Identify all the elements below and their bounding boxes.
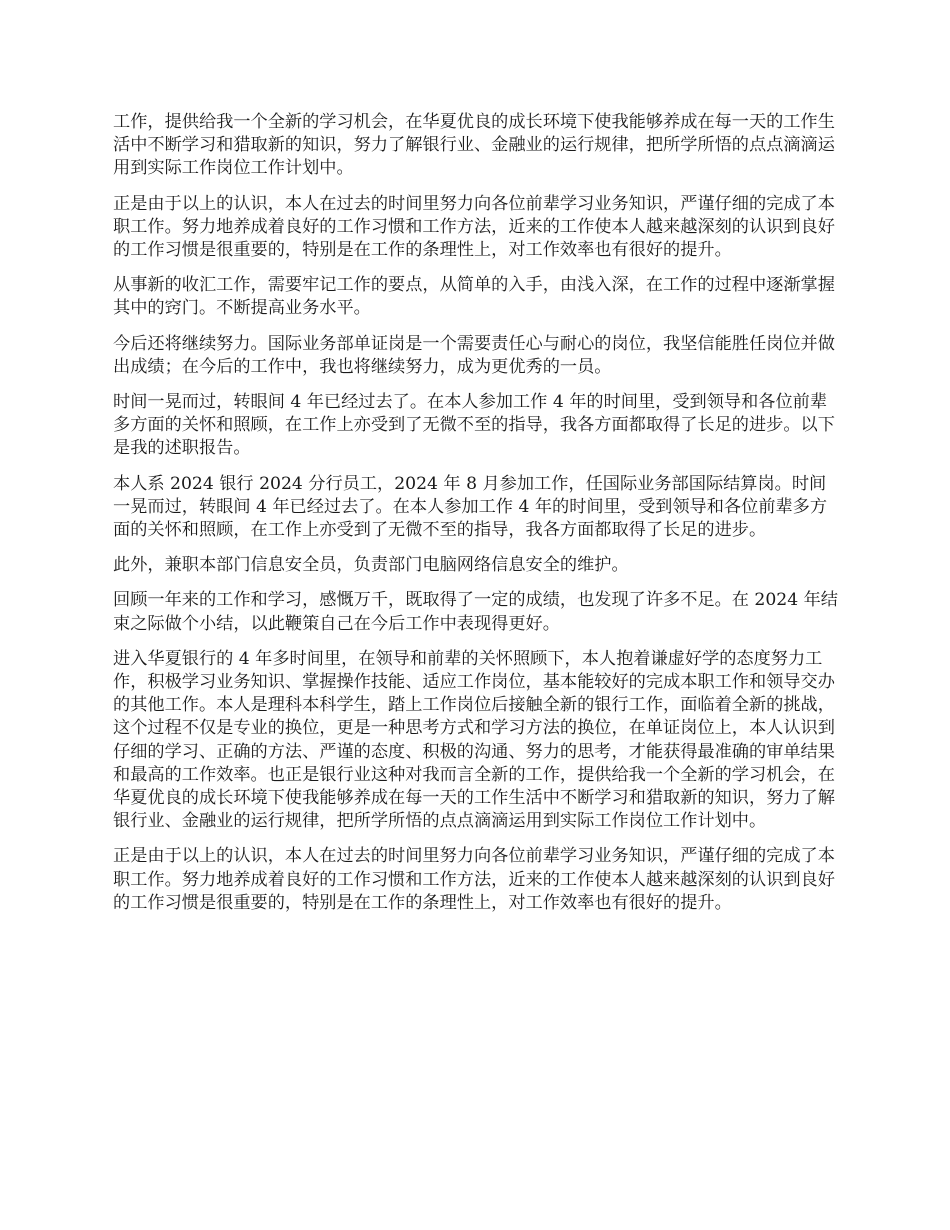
paragraph: 工作，提供给我一个全新的学习机会，在华夏优良的成长环境下使我能够养成在每一天的工作生活中不断学习和猎取新的知识，努力了解银行业、金融业的运行规律，把所学所悟的点点滴滴运用到实际工作岗位工作计划中。 (113, 112, 835, 179)
paragraph: 今后还将继续努力。国际业务部单证岗是一个需要责任心与耐心的岗位，我坚信能胜任岗位并做出成绩；在今后的工作中，我也将继续努力，成为更优秀的一员。 (113, 333, 835, 377)
paragraph: 正是由于以上的认识，本人在过去的时间里努力向各位前辈学习业务知识，严谨仔细的完成了本职工作。努力地养成着良好的工作习惯和工作方法，近来的工作使本人越来越深刻的认识到良好的工作习惯是很重要的，特别是在工作的条理性上，对工作效率也有很好的提升。 (113, 193, 835, 261)
paragraph: 本人系 2024 银行 2024 分行员工，2024 年 8 月参加工作，任国际业务部国际结算岗。时间一晃而过，转眼间 4 年已经过去了。在本人参加工作 4 年的时间里，受到领导和各位前辈多方面的关怀和照顾，在工作上亦受到了无微不至的指导，我各方面都取得了长足的进步。 (113, 473, 828, 541)
paragraph: 正是由于以上的认识，本人在过去的时间里努力向各位前辈学习业务知识，严谨仔细的完成了本职工作。努力地养成着良好的工作习惯和工作方法，近来的工作使本人越来越深刻的认识到良好的工作习惯是很重要的，特别是在工作的条理性上，对工作效率也有很好的提升。 (113, 846, 835, 913)
paragraph: 从事新的收汇工作，需要牢记工作的要点，从简单的入手，由浅入深，在工作的过程中逐渐掌握其中的窍门。不断提高业务水平。 (113, 275, 835, 319)
document-body (113, 111, 838, 927)
paragraph: 进入华夏银行的 4 年多时间里，在领导和前辈的关怀照顾下，本人抱着谦虚好学的态度努力工作，积极学习业务知识、掌握操作技能、适应工作岗位，基本能较好的完成本职工作和领导交办的其他工作。本人是理科本科学生，踏上工作岗位后接触全新的银行工作，面临着全新的挑战，这个过程不仅是专业的换位，更是一种思考方式和学习方法的换位，在单证岗位上，本人认识到仔细的学习、正确的方法、严谨的态度、积极的沟通、努力的思考，才能获得最准确的审单结果和最高的工作效率。也正是银行业这种对我而言全新的工作，提供给我一个全新的学习机会，在华夏优良的成长环境下使我能够养成在每一天的工作生活中不断学习和猎取新的知识，努力了解银行业、金融业的运行规律，把所学所悟的点点滴滴运用到实际工作岗位工作计划中。 (113, 648, 835, 832)
paragraph: 此外，兼职本部门信息安全员，负责部门电脑网络信息安全的维护。 (113, 555, 629, 576)
paragraph: 回顾一年来的工作和学习，感慨万千，既取得了一定的成绩，也发现了许多不足。在 2024 年结束之际做个小结，以此鞭策自己在今后工作中表现得更好。 (113, 590, 838, 634)
paragraph: 时间一晃而过，转眼间 4 年已经过去了。在本人参加工作 4 年的时间里，受到领导和各位前辈多方面的关怀和照顾，在工作上亦受到了无微不至的指导，我各方面都取得了长足的进步。以下是我的述职报告。 (113, 392, 835, 459)
